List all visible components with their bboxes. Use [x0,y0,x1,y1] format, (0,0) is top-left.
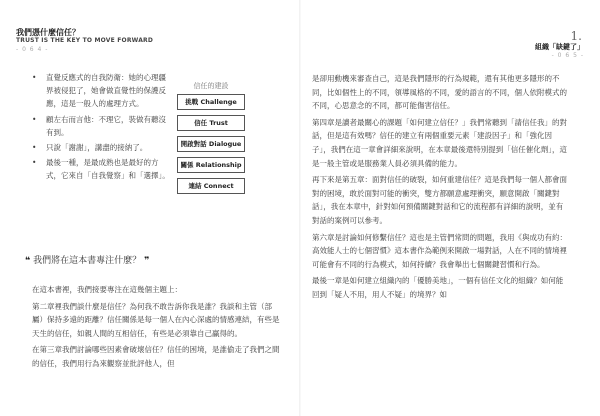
paragraph: 再下來是第五章：面對信任的破裂，如何重建信任？這是我們每一個人都會面對的困境，敢於面對可能的衝突，雙方都願意處理衝突，願意開啟「關鍵對話」，我在本章中，針對如何預備關鍵對話和它的流程都有詳細的說明，並有對話的案例可以參考。 [312,175,567,225]
bullet-marker: • [32,143,37,153]
bullet-item [32,71,172,111]
left-header-title: 我們憑什麼信任？ [16,28,80,37]
bullet-text: 最後一種，是最成熟也是最好的方式，它來自「自我覺察」和「選擇」。 [46,158,170,181]
section-heading [25,253,149,266]
quote-open-icon: ❝ [25,256,31,266]
bullet-text: 只說「謝謝」，講盡的接納了。 [46,143,148,153]
bullet-marker: • [32,114,37,124]
bullet-marker: • [32,158,37,168]
trust-diagram-heading: 信任的建設 [193,82,229,90]
trust-step-trust: 信任 Trust [177,115,245,131]
quote-close-icon: ❞ [144,256,150,266]
paragraph: 第二章裡我們談什麼是信任？為何我不敢告訴你我是誰？我談和主管（部屬）保持多遠的距離？信任關係是每一個人在內心深處的情感連結，有些是天生的信任，如親人間的互相信任，有些是必須靠自己贏得的。 [32,301,280,338]
bullet-text: 直覺反應式的自我防衛：她的心理疆界被侵犯了，她會做直覺性的保護反應，這是一般人的處理方式。 [46,73,166,109]
right-body-text [312,72,568,302]
paragraph: 最後一章是如何建立組織內的「優勝美地」，一個有信任文化的組織？如何能回到「疑人不用，用人不疑」的境界？如 [312,276,564,299]
paragraph: 是卻用動機來審查自己，這是我們隱形的行為規範，還有其他更多隱形的不同，比如個性上的不同，領導風格的不同，愛的語言的不同，個人依附模式的不同，心思意念的不同，都可能傷害信任。 [312,74,567,111]
trust-building-diagram [177,81,245,199]
bullet-marker: • [32,73,37,82]
section-heading-text: 我們將在這本書專注什麼？ [33,256,142,266]
right-header-title: 組織「缺鍵了」 [535,43,584,51]
left-body-text [32,283,282,371]
trust-step-dialogue: 開啟對話 Dialogue [177,136,245,152]
left-header-subtitle: TRUST IS THE KEY TO MOVE FORWARD [16,37,154,44]
paragraph: 在第三章我們討論哪些因素會破壞信任？信任的困境，是誰偷走了我們之間的信任，我們用行為來觀察並批評他人，但 [32,345,280,368]
book-gutter [299,0,301,416]
bullet-text: 顧左右而言他：不理它，裝做有聽沒有到。 [46,114,166,137]
bullet-item [32,113,172,139]
paragraph: 在這本書裡，我們接要專注在這幾個主題上： [32,285,182,294]
paragraph: 第六章是討論如何修繫信任？這也是主管們常問的問題，我用《與成功有約：高效能人士的七個習慣》這本書作為範例來開啟一場對話，人在不同的情境裡可能會有不同的行為模式，如何持續？我會舉出七個關鍵習慣和行為。 [312,232,567,269]
left-page-number: - 0 6 4 - [16,46,49,53]
right-header-chapter-number: 1. [570,29,582,43]
paragraph: 第四章是讀者最關心的課題「如何建立信任？」我們常聽到「請信任我」的對話，但是這有效嗎？信任的建立有兩個重要元素「建設因子」和「強化因子」，我們在這一章會詳細來說明，在本章最後還特別提到「信任催化劑」，這是一般主管或是服務業人員必須具備的能力。 [312,117,567,168]
trust-step-challenge: 挑戰 Challenge [177,94,245,110]
trust-step-relationship: 關係 Relationship [177,157,245,173]
right-page-number: - 0 6 5 - [551,52,584,59]
trust-step-connect: 連結 Connect [177,178,245,194]
bullet-item [32,156,172,182]
response-bullet-list [32,71,172,185]
bullet-item [32,141,172,154]
